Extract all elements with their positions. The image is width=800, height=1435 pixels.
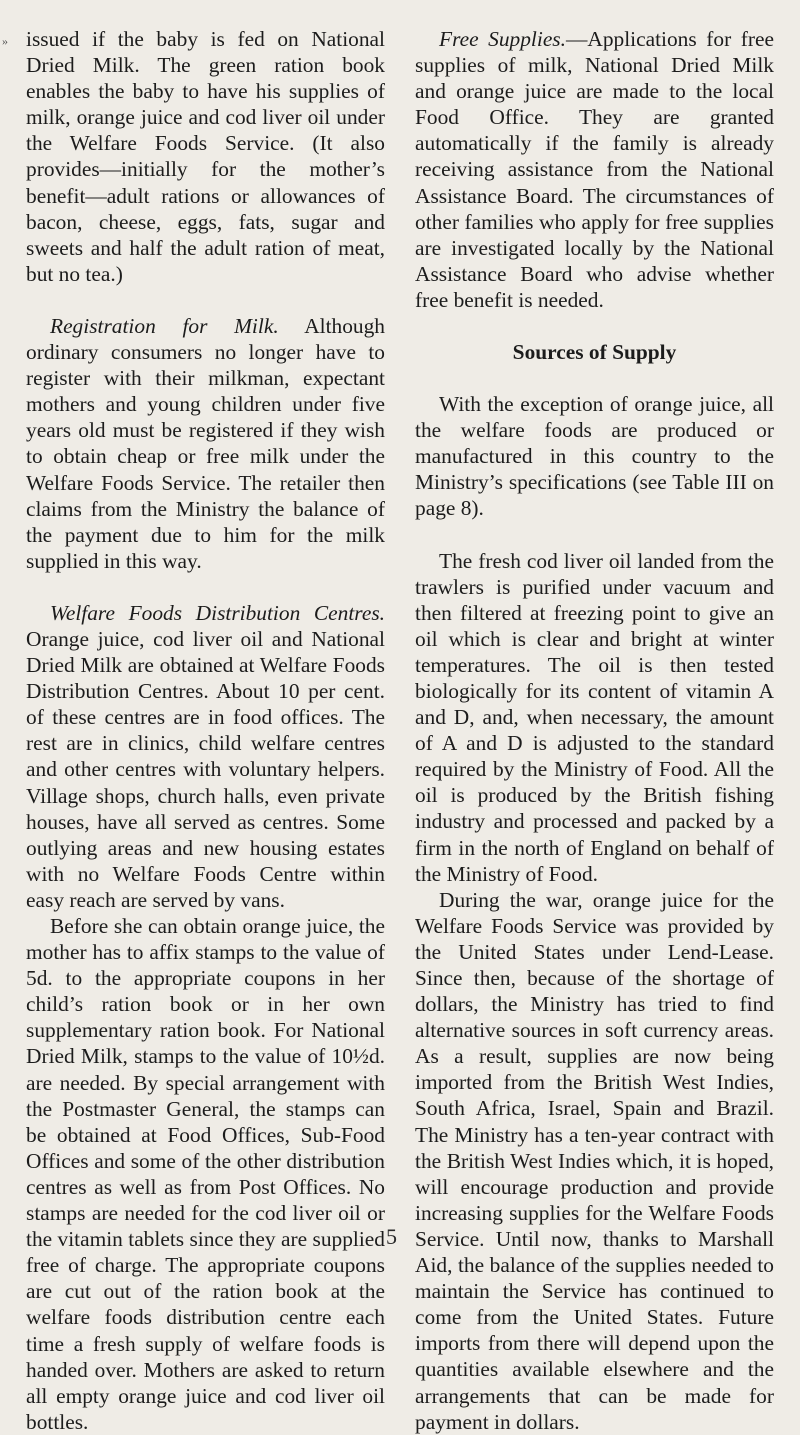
page-number: 5: [386, 1224, 397, 1249]
paragraph-orange-juice: During the war, orange juice for the Welfare Foods Service was provided by the United States under Lend-Lease. Since then, because of the shortage of dollars, the Ministry has tried to find alternative sources in soft currency areas. As a result, supplies are now being imported from the British West Indies, South Africa, Israel, Spain and Brazil. The Ministry has a ten-year contract with the British West Indies which, it is hoped, will encourage production and provide increasing supplies for the Welfare Foods Service. Until now, thanks to Marshall Aid, the balance of the supplies needed to maintain the Service has continued to come from the United States. Future imports from there will depend upon the quantities available elsewhere and the arrangements that can be made for payment in dollars.: [415, 887, 774, 1434]
paragraph-welfare-foods-produced: With the exception of orange juice, all the welfare foods are produced or manufactured in this country to the Ministry’s specifications (see Table III on page 8).: [415, 392, 774, 521]
left-column: [26, 26, 385, 1435]
paragraph-free-supplies: [415, 26, 774, 313]
registration-body: Although ordinary consumers no longer have to register with their milkman, expectant mothers and young children under five years old must be registered if they wish to obtain cheap or free milk under the Welfare Foods Service. The retailer then claims from the Ministry the balance of the payment due to him for the milk supplied in this way.: [26, 313, 385, 573]
margin-mark: »: [2, 34, 8, 48]
distribution-lead: Welfare Foods Distribution Centres.: [50, 600, 385, 625]
paragraph-stamps: Before she can obtain orange juice, the mother has to affix stamps to the value of 5d. to the appropriate coupons in her child’s ration book or in her own supplementary ration book. For National Dried Milk, stamps to the value of 10½d. are needed. By special arrangement with the Postmaster General, the stamps can be obtained at Food Offices, Sub-Food Offices and some of the other distribution centres as well as from Post Offices. No stamps are needed for the cod liver oil or the vitamin tablets since they are supplied free of charge. The appropriate coupons are cut out of the ration book at the welfare foods distribution centre each time a fresh supply of welfare foods is handed over. Mothers are asked to return all empty orange juice and cod liver oil bottles.: [26, 914, 385, 1434]
paragraph-registration-milk: [26, 313, 385, 574]
right-column: [415, 26, 774, 1435]
section-heading-sources: Sources of Supply: [512, 340, 677, 365]
distribution-body: Orange juice, cod liver oil and National Dried Milk are obtained at Welfare Foods Distribution Centres. About 10 per cent. of these centres are in food offices. The rest are in clinics, child welfare centres and other centres with voluntary helpers. Village shops, church halls, even private houses, have all served as centres. Some outlying areas and new housing estates with no Welfare Foods Centre within easy reach are served by vans.: [26, 626, 385, 912]
free-supplies-body: —Applications for free supplies of milk, National Dried Milk and orange juice are made to the local Food Office. They are granted automatically if the family is already receiving assistance from the National Assistance Board. The circumstances of other families who apply for free supplies are investigated locally by the National Assistance Board who advise whether free benefit is needed.: [415, 27, 774, 312]
paragraph-baby-fed: issued if the baby is fed on National Dried Milk. The green ration book enables the baby to have his supplies of milk, orange juice and cod liver oil under the Welfare Foods Service. (It also provides—initially for the mother’s benefit—adult rations or allowances of bacon, cheese, eggs, fats, sugar and sweets and half the adult ration of meat, but no tea.): [26, 27, 385, 286]
free-supplies-lead: Free Supplies.: [439, 27, 566, 51]
paragraph-cod-liver-oil: The fresh cod liver oil landed from the trawlers is purified under vacuum and then filtered at freezing point to give an oil which is clear and bright at winter temperatures. The oil is then tested biologically for its content of vitamin A and D, and, when necessary, the amount of A and D is adjusted to the standard required by the Ministry of Food. All the oil is produced by the British fishing industry and processed and packed by a firm in the north of England on behalf of the Ministry of Food.: [415, 548, 774, 886]
paragraph-distribution-centres: [26, 600, 385, 913]
registration-lead: Registration for Milk.: [50, 313, 279, 338]
